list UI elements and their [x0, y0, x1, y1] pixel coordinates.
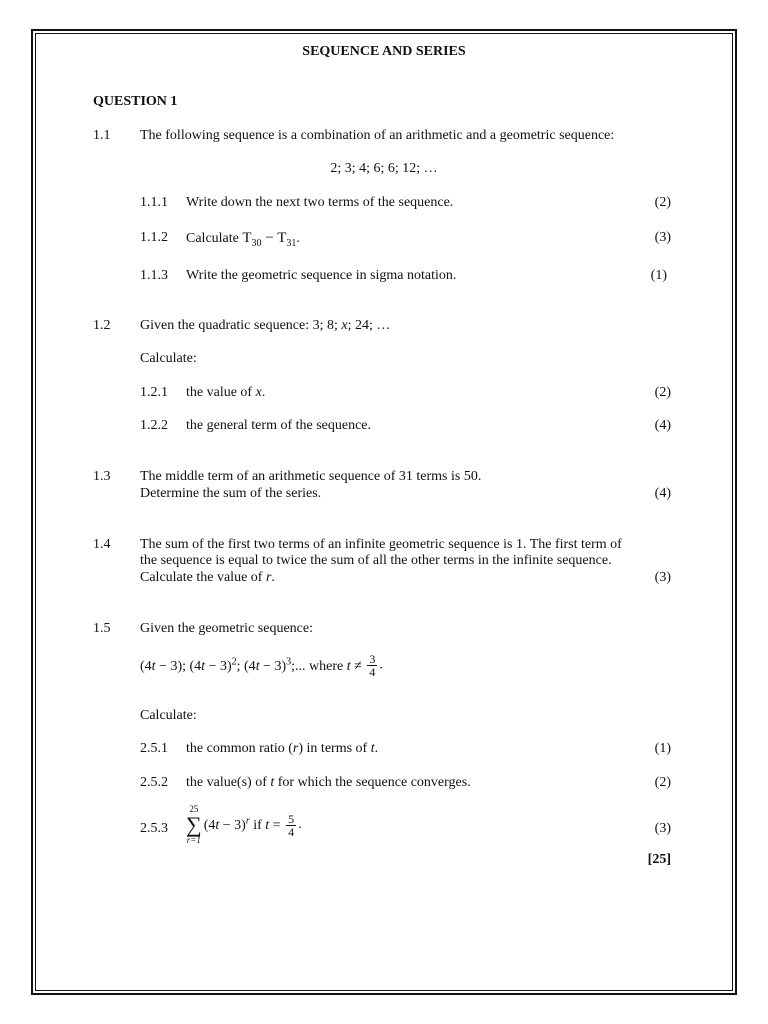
q252-text: the value(s) of t for which the sequence converges. — [186, 775, 471, 790]
sigma-symbol: 25 ∑ r=1 — [186, 804, 202, 845]
q121-mark: (2) — [654, 385, 671, 400]
q253-expression: 25 ∑ r=1 $(4t - 3)^r$ if t = $\frac{5}{4}$ . — [186, 804, 302, 845]
q112-t30: $T_{30} - T_{31}$ — [242, 230, 297, 249]
q111-text: Write down the next two terms of the sequence. — [186, 195, 454, 210]
q253-mark: (3) — [654, 821, 671, 836]
q12-calculate: Calculate: — [140, 351, 197, 366]
q12-text: Given the quadratic sequence: 3; 8; x; 24; … — [140, 318, 391, 333]
q13-line1: The middle term of an arithmetic sequence of 31 terms is 50. — [140, 469, 482, 484]
q15-text: Given the geometric sequence: — [140, 621, 313, 636]
q11-sequence: 2; 3; 4; 6; 6; 12; … — [330, 161, 438, 176]
q112-mark: (3) — [654, 230, 671, 245]
q15-expression: (4t − 3); $(4t - 3)^2$; $(4t - 3)^3$;... where t ≠ $\frac{3}{4}$ . — [140, 652, 383, 679]
q111-number: 1.1.1 — [140, 195, 168, 210]
q122-number: 1.2.2 — [140, 418, 168, 433]
q14-line1: The sum of the first two terms of an infinite geometric sequence is 1. The first term of — [140, 537, 622, 552]
q121-number: 1.2.1 — [140, 385, 168, 400]
q253-fraction: $\frac{5}{4}$ — [288, 811, 295, 839]
q112-number: 1.1.2 — [140, 230, 168, 245]
q15-fraction: $\frac{3}{4}$ — [369, 652, 376, 679]
q121-text: the value of x. — [186, 385, 266, 400]
question-heading: QUESTION 1 — [93, 94, 178, 109]
q11-number: 1.1 — [93, 128, 111, 143]
q251-text: the common ratio (r) in terms of t. — [186, 741, 379, 756]
total-marks: [25] — [647, 852, 671, 867]
q12-number: 1.2 — [93, 318, 111, 333]
q14-mark: (3) — [654, 570, 671, 585]
q14-line2: the sequence is equal to twice the sum of all the other terms in the infinite sequence. — [140, 553, 612, 568]
q13-mark: (4) — [654, 486, 671, 501]
q14-line3: Calculate the value of r. — [140, 570, 275, 585]
q251-number: 2.5.1 — [140, 741, 168, 756]
q112-text-pre: Calculate — [186, 231, 239, 246]
q112-text: Calculate $T_{30} - T_{31}$. — [186, 230, 300, 249]
q111-mark: (2) — [654, 195, 671, 210]
q11-text: The following sequence is a combination of an arithmetic and a geometric sequence: — [140, 128, 615, 143]
q113-number: 1.1.3 — [140, 268, 168, 283]
q14-number: 1.4 — [93, 537, 111, 552]
q253-number: 2.5.3 — [140, 821, 168, 836]
q113-mark: (1) — [650, 268, 667, 283]
q251-mark: (1) — [654, 741, 671, 756]
q13-line2: Determine the sum of the series. — [140, 486, 322, 501]
q15-calculate: Calculate: — [140, 708, 197, 723]
q252-mark: (2) — [654, 775, 671, 790]
q122-text: the general term of the sequence. — [186, 418, 372, 433]
q13-number: 1.3 — [93, 469, 111, 484]
q15-number: 1.5 — [93, 621, 111, 636]
q122-mark: (4) — [654, 418, 671, 433]
q252-number: 2.5.2 — [140, 775, 168, 790]
q113-text: Write the geometric sequence in sigma notation. — [186, 268, 457, 283]
page-title: SEQUENCE AND SERIES — [302, 44, 466, 59]
